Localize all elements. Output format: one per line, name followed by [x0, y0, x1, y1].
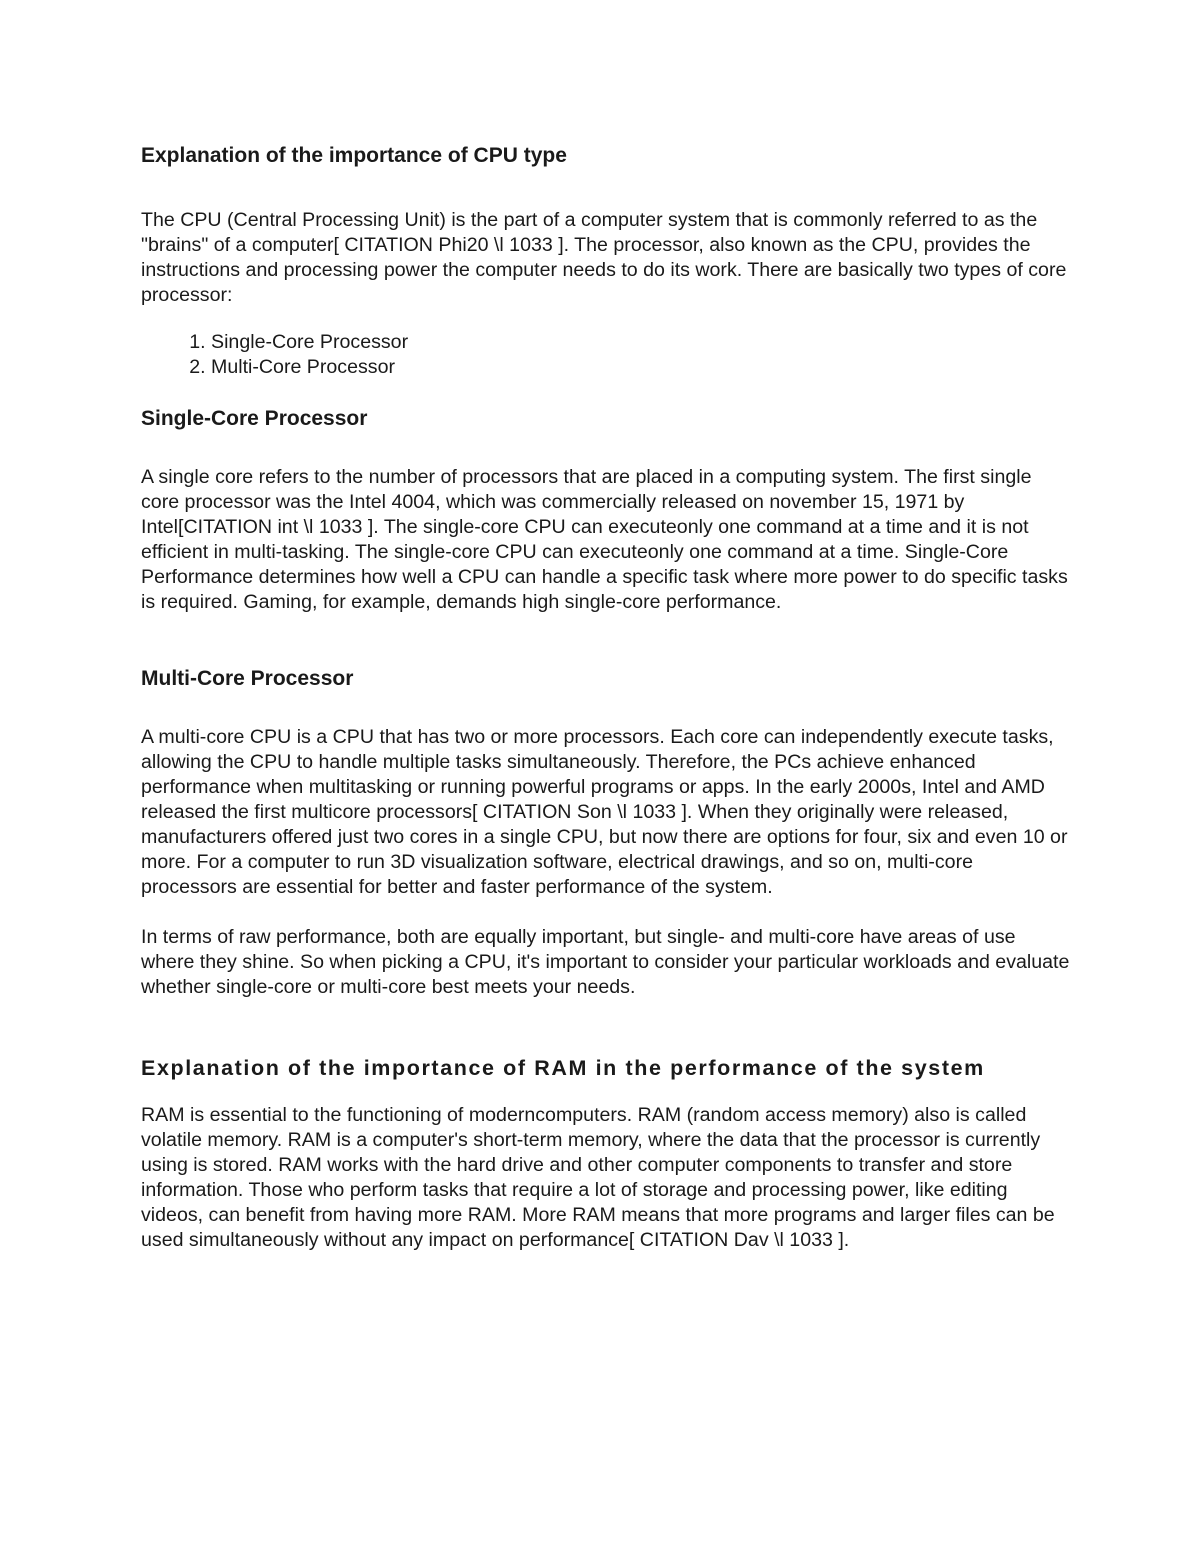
cpu-section-heading: Explanation of the importance of CPU type: [141, 144, 567, 167]
multi-core-heading: Multi-Core Processor: [141, 667, 354, 690]
ram-section-heading: Explanation of the importance of RAM in the performance of the system: [141, 1056, 985, 1080]
single-core-paragraph: A single core refers to the number of processors that are placed in a computing system. The first single core processor was the Intel 4004, which was commercially released on november 15, 1971 by Intel[CITATION int \l 1033 ]. The single-core CPU can executeonly one command at a time and it is not efficient in multi-tasking. The single-core CPU can executeonly one command at a time. Single-Core Performance determines how well a CPU can handle a specific task where more power to do specific tasks is required. Gaming, for example, demands high single-core performance.: [141, 466, 1068, 613]
ram-paragraph: RAM is essential to the functioning of moderncomputers. RAM (random access memory) also is called volatile memory. RAM is a computer's short-term memory, where the data that the processor is currently using is stored. RAM works with the hard drive and other computer components to transfer and store information. Those who perform tasks that require a lot of storage and processing power, like editing videos, can benefit from having more RAM. More RAM means that more programs and larger files can be used simultaneously without any impact on performance[ CITATION Dav \l 1033 ].: [141, 1104, 1055, 1251]
multi-core-conclusion-paragraph: In terms of raw performance, both are equally important, but single- and multi-core have areas of use where they shine. So when picking a CPU, it's important to consider your particular workloads and evaluate whether single-core or multi-core best meets your needs.: [141, 926, 1070, 998]
cpu-intro-paragraph: The CPU (Central Processing Unit) is the part of a computer system that is commonly referred to as the "brains" of a computer[ CITATION Phi20 \l 1033 ]. The processor, also known as the CPU, provides the instructions and processing power the computer needs to do its work. There are basically two types of core processor:: [141, 209, 1067, 306]
processor-types-list: [141, 330, 1071, 380]
document-page: [141, 142, 1071, 1253]
multi-core-paragraph: A multi-core CPU is a CPU that has two or more processors. Each core can independently execute tasks, allowing the CPU to handle multiple tasks simultaneously. Therefore, the PCs achieve enhanced performance when multitasking or running powerful programs or apps. In the early 2000s, Intel and AMD released the first multicore processors[ CITATION Son \l 1033 ]. When they originally were released, manufacturers offered just two cores in a single CPU, but now there are options for four, six and even 10 or more. For a computer to run 3D visualization software, electrical drawings, and so on, multi-core processors are essential for better and faster performance of the system.: [141, 726, 1068, 898]
list-item: 1. Single-Core Processor: [211, 330, 1071, 355]
list-item: 2. Multi-Core Processor: [211, 355, 1071, 380]
single-core-heading: Single-Core Processor: [141, 407, 368, 430]
